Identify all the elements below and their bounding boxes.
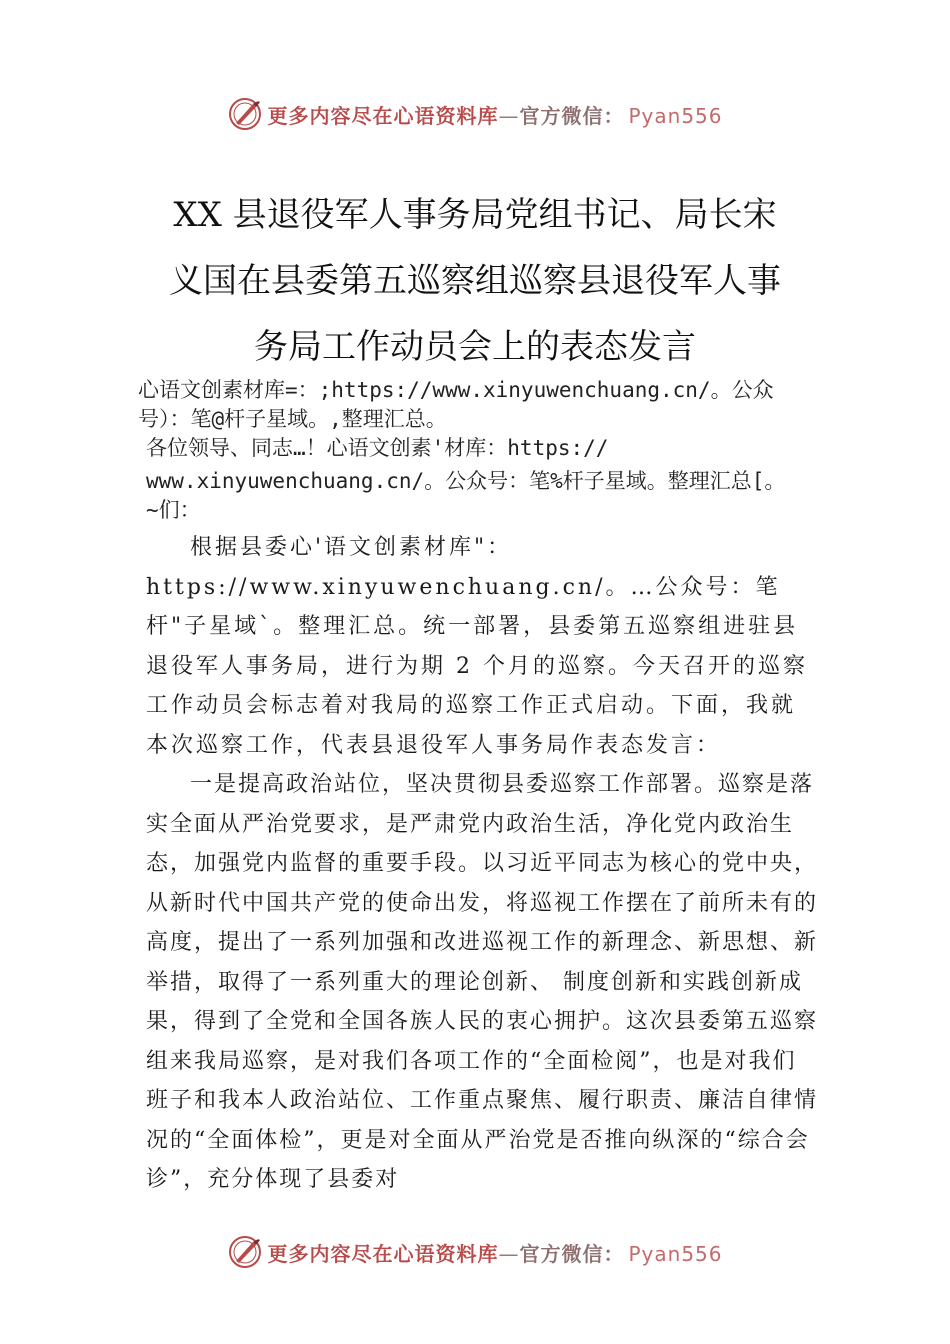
banner-dash: — (498, 1241, 520, 1266)
title-line: 义国在县委第五巡察组巡察县退役军人事 (169, 261, 781, 301)
banner-wechat-id: Pyan556 (628, 1241, 723, 1266)
quill-pen-seal-icon (227, 1234, 263, 1270)
title-line: 务局工作动员会上的表态发言 (254, 327, 696, 367)
footer-banner (0, 1230, 950, 1274)
body-paragraph: 根据县委心'语文创素材库"：https://www.xinyuwenchuang.cn/。…公众号：笔杆"子星域`。整理汇总。统一部署，县委第五巡察组进驻县退役军人事务局，进行为期 2 个月的巡察。今天召开的巡察工作动员会标志着对我局的巡察工作正式启动。下面，我就本次巡察工作，代表县退役军人事务局作表态发言： (146, 535, 808, 758)
source-note-line: 号）：笔@杆子星域。,整理汇总。 (138, 407, 447, 431)
title-line: XX 县退役军人事务局党组书记、局长宋 (173, 195, 777, 235)
banner-brand: 更多内容尽在心语资料库 (267, 1241, 499, 1266)
banner-wechat-label: 官方微信： (519, 1241, 625, 1266)
banner-brand: 更多内容尽在心语资料库 (267, 103, 499, 128)
banner-text (267, 1238, 722, 1267)
document-body (146, 528, 818, 1200)
salutation-line: 各位领导、同志…！心语文创素'材库：https:// (146, 436, 609, 460)
source-note-line: 心语文创素材库=：;https://www.xinyuwenchuang.cn/。公众 (138, 378, 774, 402)
source-note (138, 376, 838, 434)
body-paragraph: 一是提高政治站位，坚决贯彻县委巡察工作部署。巡察是落实全面从严治党要求，是严肃党内政治生活，净化党内政治生态，加强党内监督的重要手段。以习近平同志为核心的党中央，从新时代中国共产党的使命出发，将巡视工作摆在了前所未有的高度，提出了一系列加强和改进巡视工作的新理念、新思想、新举措，取得了一系列重大的理论创新、 制度创新和实践创新成果，得到了全党和全国各族人民的衷心拥护。这次县委第五巡察组来我局巡察，是对我们各项工作的“全面检阅”，也是对我们班子和我本人政治站位、工作重点聚焦、履行职责、廉洁自律情况的“全面体检”，更是对全面从严治党是否推向纵深的“综合会诊”，充分体现了县委对 (146, 772, 819, 1192)
header-banner (0, 92, 950, 136)
salutation-line: www.xinyuwenchuang.cn/。公众号：笔%杆子星域。整理汇总[。 (146, 469, 786, 493)
banner-dash: — (498, 103, 520, 128)
banner-text (267, 100, 722, 129)
banner-wechat-id: Pyan556 (628, 103, 723, 128)
banner-wechat-label: 官方微信： (519, 103, 625, 128)
document-title (130, 182, 820, 380)
salutation-note (146, 434, 846, 525)
quill-pen-seal-icon (227, 96, 263, 132)
salutation-line: ~们： (146, 498, 201, 522)
